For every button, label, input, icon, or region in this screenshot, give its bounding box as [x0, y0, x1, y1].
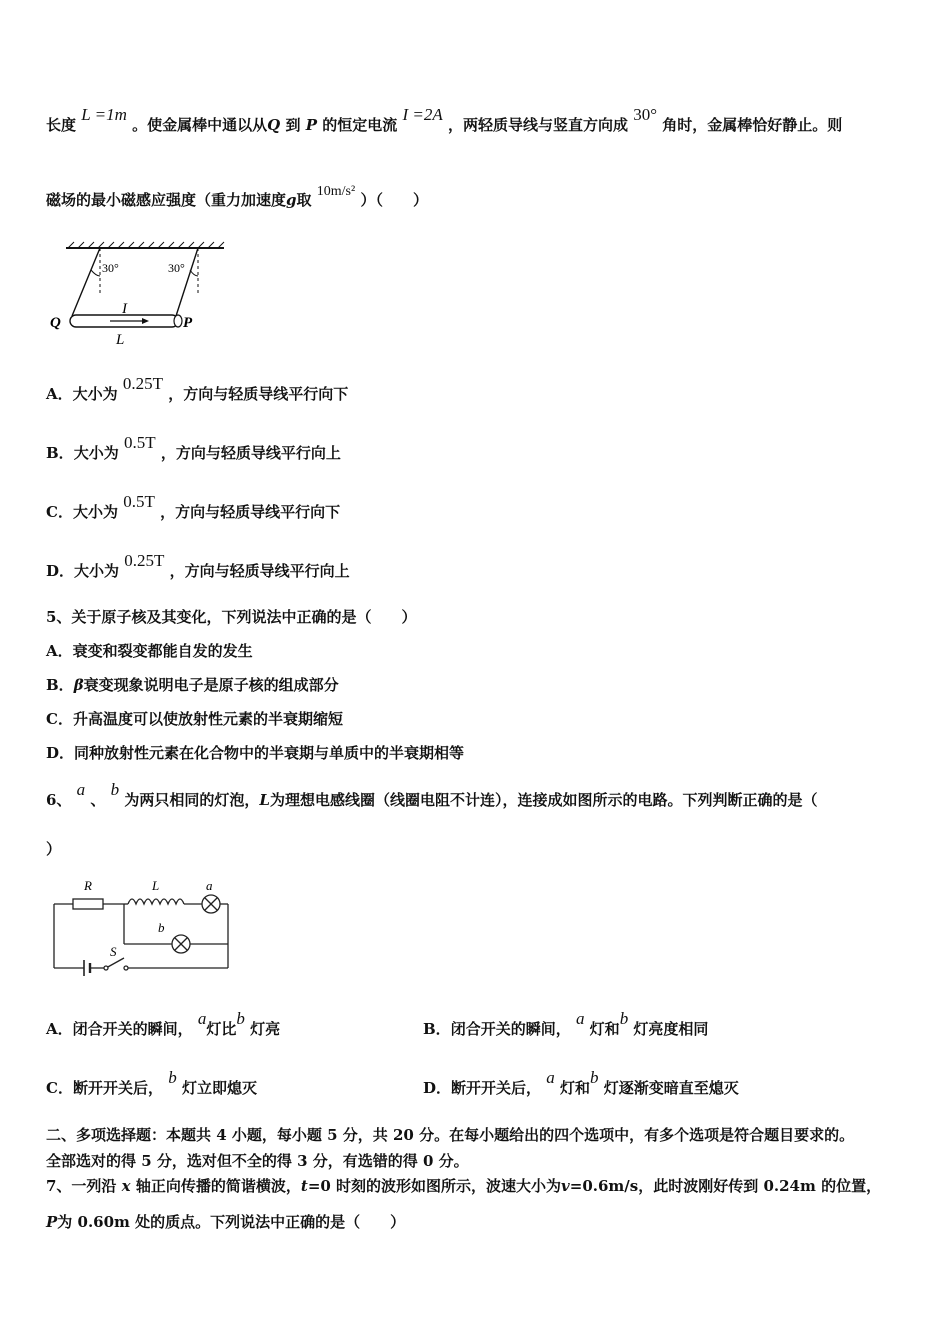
label-s: S — [110, 944, 117, 959]
var: a — [575, 1009, 585, 1028]
text: ，方向与轻质导线平行向上 — [169, 562, 350, 580]
text: 的恒定电流 — [316, 116, 398, 134]
text: 大小为 — [72, 503, 118, 521]
var: b — [590, 1068, 599, 1087]
var: b — [236, 1009, 245, 1028]
text: 灯立即熄灭 — [181, 1079, 257, 1097]
option-letter: B． — [423, 1020, 451, 1038]
option-letter: D． — [423, 1079, 452, 1097]
angle-label-right: 30° — [168, 261, 185, 275]
formula-current: I =2A — [402, 105, 443, 124]
section-2-heading-line-2: 全部选对的得 5 分，选对但不全的得 3 分，有选错的得 0 分。 — [46, 1152, 469, 1170]
var-g: g — [286, 191, 297, 209]
q6-stem-line-2: ） — [46, 840, 62, 858]
text: ，方向与轻质导线平行向下 — [160, 503, 341, 521]
text: 灯比 — [206, 1020, 237, 1038]
text: 。使金属棒中通以从 — [132, 116, 268, 134]
q4-option-b — [46, 433, 341, 463]
angle-label-left: 30° — [102, 261, 119, 275]
q5-stem: 5、关于原子核及其变化，下列说法中正确的是（ ） — [46, 608, 417, 626]
var-t: t — [300, 1177, 308, 1195]
option-value: 0.5T — [123, 492, 155, 511]
inductor-l — [128, 899, 184, 904]
current-label: I — [122, 301, 127, 317]
switch-s — [106, 958, 124, 968]
formula-angle: 30° — [633, 105, 658, 124]
text: 为两只相同的灯泡， — [124, 791, 260, 809]
text: 到 — [280, 116, 306, 134]
var-v: v — [561, 1177, 570, 1195]
var-p: P — [46, 1213, 58, 1231]
label-b: b — [158, 920, 165, 935]
text: 衰变现象说明电子是原子核的组成部分 — [83, 676, 339, 694]
circuit-figure — [48, 876, 233, 976]
rod-figure — [46, 240, 236, 350]
var-p: P — [305, 116, 317, 134]
var-x: x — [121, 1177, 131, 1195]
q4-stem-line-2 — [46, 184, 428, 210]
text: 取 — [296, 191, 312, 209]
text: ，方向与轻质导线平行向下 — [168, 385, 349, 403]
formula-length: L =1m — [81, 105, 127, 124]
text: ，方向与轻质导线平行向上 — [160, 444, 341, 462]
formula-gravity: 10m/s² — [316, 184, 356, 199]
rod-end — [174, 315, 182, 327]
q4-option-d — [46, 551, 350, 581]
question-number: 6、 — [46, 791, 72, 809]
q5-option-c: C．升高温度可以使放射性元素的半衰期缩短 — [46, 710, 343, 728]
angle-arc-right — [190, 270, 198, 276]
var: b — [619, 1009, 629, 1028]
q7-stem-line-2 — [46, 1211, 405, 1232]
end-label-p: P — [183, 315, 193, 331]
text: 大小为 — [73, 444, 119, 462]
section-2-heading-line-1: 二、多项选择题：本题共 4 小题，每小题 5 分，共 20 分。在每小题给出的四个选项中，有多个选项是符合题目要求的。 — [46, 1126, 855, 1144]
q4-option-c — [46, 492, 341, 522]
q4-option-a — [46, 374, 349, 404]
var-l: L — [259, 791, 270, 809]
text: 断开开关后， — [451, 1079, 542, 1097]
text: 角时，金属棒恰好静止。则 — [662, 116, 843, 134]
text: 闭合开关的瞬间， — [72, 1020, 193, 1038]
text: 大小为 — [72, 385, 118, 403]
option-letter: D． — [46, 562, 75, 580]
text: 轴正向传播的简谐横波， — [135, 1177, 301, 1195]
text: 断开开关后， — [72, 1079, 163, 1097]
option-value: 0.25T — [122, 374, 164, 393]
q6-stem-line-1 — [46, 780, 818, 810]
option-letter: B． — [46, 676, 74, 694]
q7-stem-line-1 — [46, 1175, 881, 1196]
text: 灯逐渐变暗直至熄灭 — [603, 1079, 739, 1097]
var: a — [197, 1009, 207, 1028]
option-value: 0.25T — [124, 551, 165, 570]
end-label-q: Q — [50, 315, 61, 331]
option-letter: A． — [46, 1020, 73, 1038]
q5-option-d: D．同种放射性元素在化合物中的半衰期与单质中的半衰期相等 — [46, 744, 465, 762]
length-label: L — [116, 332, 125, 348]
symbol-beta: β — [73, 676, 84, 694]
text: ，两轻质导线与竖直方向成 — [447, 116, 628, 134]
text: 为 0.60m 处的质点。下列说法中正确的是（ ） — [57, 1213, 406, 1231]
q6-option-d — [423, 1068, 739, 1098]
var-b: b — [110, 780, 120, 799]
option-letter: B． — [46, 444, 74, 462]
text: 闭合开关的瞬间， — [450, 1020, 571, 1038]
option-letter: A． — [46, 385, 73, 403]
label-l: L — [152, 878, 160, 893]
wire-left — [72, 248, 100, 316]
text: 灯亮度相同 — [633, 1020, 709, 1038]
text: ）（ ） — [360, 191, 428, 209]
text: 大小为 — [74, 562, 120, 580]
q6-option-c — [46, 1068, 739, 1098]
var-q: Q — [267, 116, 281, 134]
angle-arc-left — [91, 270, 100, 276]
text: 7、一列沿 — [46, 1177, 117, 1195]
resistor-r — [73, 899, 103, 909]
var: a — [546, 1068, 555, 1087]
label-a: a — [206, 878, 213, 893]
q5-option-a: A．衰变和裂变都能自发的发生 — [46, 642, 253, 660]
text: 灯和 — [589, 1020, 620, 1038]
q4-stem-line-1 — [46, 105, 843, 135]
q6-option-a — [46, 1009, 709, 1039]
text: =0 时刻的波形如图所示，波速大小为 — [307, 1177, 562, 1195]
option-letter: C． — [46, 1079, 73, 1097]
wire-right — [176, 248, 198, 316]
text: 磁场的最小磁感应强度（重力加速度 — [46, 191, 287, 209]
q5-option-b — [46, 674, 339, 695]
q6-option-b — [423, 1009, 709, 1039]
var: b — [168, 1068, 177, 1087]
text: 灯亮 — [250, 1020, 281, 1038]
label-r: R — [84, 878, 92, 893]
option-letter: C． — [46, 503, 73, 521]
text: =0.6m/s，此时波刚好传到 0.24m 的位置， — [569, 1177, 882, 1195]
text: 为理想电感线圈（线圈电阻不计连），连接成如图所示的电路。下列判断正确的是（ — [269, 791, 818, 809]
option-value: 0.5T — [123, 433, 156, 452]
var-a: a — [76, 780, 86, 799]
text: 长度 — [46, 116, 77, 134]
text: 灯和 — [560, 1079, 591, 1097]
text: 、 — [90, 791, 106, 809]
